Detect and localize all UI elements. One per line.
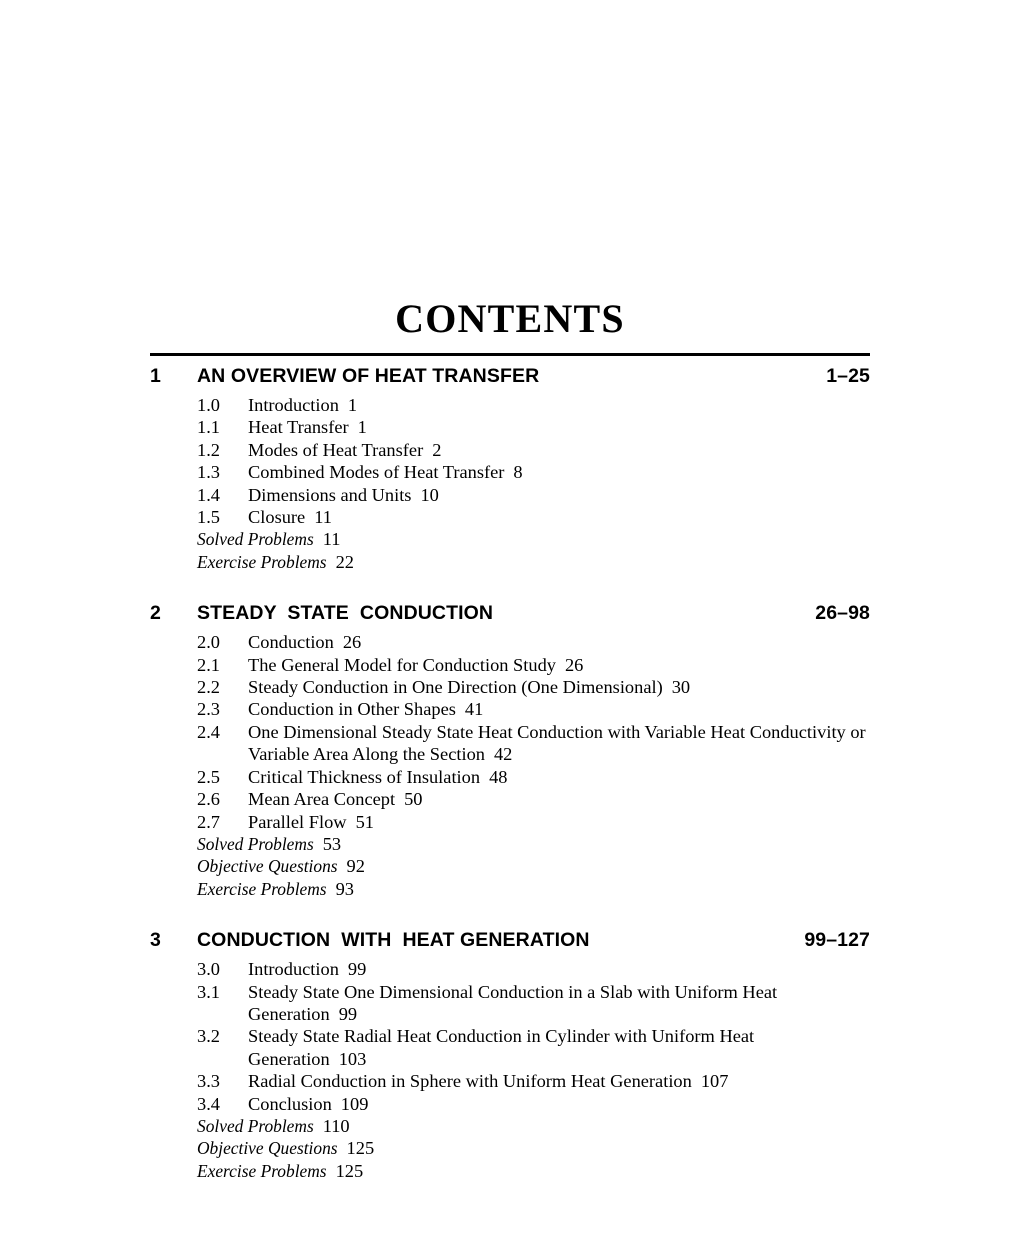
section-title: Steady State One Dimensional Conduction in a Slab with Uniform Heat Generation xyxy=(248,981,778,1024)
section-number: 2.5 xyxy=(197,766,220,787)
page-title: CONTENTS xyxy=(395,296,625,341)
chapter-heading-2[interactable] xyxy=(150,600,870,626)
section-page-number: 11 xyxy=(314,507,332,528)
chapter-title: STEADY STATE CONDUCTION xyxy=(197,602,494,625)
section-page-number: 10 xyxy=(420,484,439,505)
section-title: Mean Area Concept xyxy=(248,789,396,810)
chapter-title: CONDUCTION WITH HEAT GENERATION xyxy=(197,929,590,952)
chapter-page-range: 1–25 xyxy=(826,365,870,387)
section-row-2-5[interactable] xyxy=(150,766,870,788)
section-row-2-0[interactable] xyxy=(150,631,870,653)
section-entry xyxy=(248,484,870,506)
section-row-1-5[interactable] xyxy=(150,506,870,528)
extra-page-number: 53 xyxy=(322,833,342,854)
section-number: 2.1 xyxy=(197,654,220,675)
section-page-number: 30 xyxy=(671,677,691,698)
chapter-2 xyxy=(150,600,870,900)
section-entry xyxy=(248,394,870,416)
toc-content xyxy=(150,363,870,1182)
section-number: 3.2 xyxy=(197,1026,220,1047)
extra-row-exercise-problems[interactable] xyxy=(150,551,870,573)
section-row-2-1[interactable] xyxy=(150,654,870,676)
chapter-heading-1[interactable] xyxy=(150,363,870,389)
section-number: 1.1 xyxy=(197,417,220,438)
extra-row-solved-problems[interactable] xyxy=(150,528,870,550)
section-title: Steady State Radial Heat Conduction in Cylinder with Uniform Heat Generation xyxy=(248,1026,755,1069)
section-entry xyxy=(248,676,870,698)
section-page-number: 1 xyxy=(357,417,367,438)
chapter-3 xyxy=(150,927,870,1182)
section-row-2-3[interactable] xyxy=(150,698,870,720)
section-page-number: 99 xyxy=(347,959,367,980)
section-title: Introduction xyxy=(248,959,339,980)
section-title: Conduction xyxy=(248,632,334,653)
section-number: 2.4 xyxy=(197,721,220,742)
section-entry xyxy=(248,981,870,1026)
section-title: Closure xyxy=(248,507,306,528)
section-title: Heat Transfer xyxy=(248,417,349,438)
section-number: 1.3 xyxy=(197,462,220,483)
section-page-number: 99 xyxy=(338,1003,358,1024)
section-entry xyxy=(248,1093,870,1115)
section-number: 3.4 xyxy=(197,1093,220,1114)
extra-label: Exercise Problems xyxy=(197,1160,327,1181)
section-page-number: 50 xyxy=(404,789,423,810)
extra-row-objective-questions[interactable] xyxy=(150,1137,870,1159)
section-title: One Dimensional Steady State Heat Conduction with Variable Heat Conductivity or Variable Area Along the Section xyxy=(248,721,866,765)
section-row-3-0[interactable] xyxy=(150,958,870,980)
extra-row-solved-problems[interactable] xyxy=(150,833,870,855)
section-title: The General Model for Conduction Study xyxy=(248,654,556,675)
section-row-2-7[interactable] xyxy=(150,811,870,833)
extra-label: Exercise Problems xyxy=(197,551,327,572)
section-title: Critical Thickness of Insulation xyxy=(248,766,481,787)
extra-page-number: 125 xyxy=(346,1138,375,1159)
section-page-number: 2 xyxy=(432,439,442,460)
section-row-3-1[interactable] xyxy=(150,981,870,1026)
section-page-number: 41 xyxy=(464,699,484,720)
section-page-number: 26 xyxy=(342,632,362,653)
section-title: Combined Modes of Heat Transfer xyxy=(248,462,505,483)
extra-row-exercise-problems[interactable] xyxy=(150,1160,870,1182)
section-list xyxy=(150,631,870,833)
extra-page-number: 93 xyxy=(335,878,354,899)
section-page-number: 26 xyxy=(564,654,584,675)
chapter-heading-3[interactable] xyxy=(150,927,870,953)
section-list xyxy=(150,958,870,1115)
section-number: 1.0 xyxy=(197,395,220,415)
extra-page-number: 11 xyxy=(322,529,341,550)
section-entry xyxy=(248,631,870,653)
section-number: 2.2 xyxy=(197,677,220,698)
extra-row-objective-questions[interactable] xyxy=(150,855,870,877)
section-number: 1.5 xyxy=(197,507,220,528)
section-number: 1.4 xyxy=(197,484,220,505)
section-entry xyxy=(248,811,870,833)
section-list xyxy=(150,394,870,528)
section-page-number: 107 xyxy=(700,1071,729,1092)
section-entry xyxy=(248,461,870,483)
extra-label: Objective Questions xyxy=(197,1138,338,1159)
extra-page-number: 22 xyxy=(335,551,354,572)
section-page-number: 42 xyxy=(493,744,513,765)
section-row-3-2[interactable] xyxy=(150,1025,870,1070)
section-number: 2.7 xyxy=(197,811,220,832)
section-title: Conclusion xyxy=(248,1093,332,1114)
section-row-1-3[interactable] xyxy=(150,461,870,483)
section-number: 2.0 xyxy=(197,632,220,653)
section-number: 2.6 xyxy=(197,789,220,810)
section-entry xyxy=(248,721,870,766)
extra-page-number: 92 xyxy=(346,856,365,877)
extra-label: Solved Problems xyxy=(197,833,314,854)
title-divider xyxy=(150,353,870,356)
section-number: 3.0 xyxy=(197,959,220,980)
section-title: Parallel Flow xyxy=(248,811,347,832)
section-row-1-0[interactable] xyxy=(150,394,870,416)
section-entry xyxy=(248,654,870,676)
section-page-number: 1 xyxy=(347,395,358,415)
extra-label: Solved Problems xyxy=(197,529,314,550)
section-row-3-4[interactable] xyxy=(150,1093,870,1115)
extra-row-exercise-problems[interactable] xyxy=(150,878,870,900)
section-row-1-1[interactable] xyxy=(150,416,870,438)
section-number: 1.2 xyxy=(197,439,220,460)
extra-label: Solved Problems xyxy=(197,1115,314,1136)
chapter-page-range: 26–98 xyxy=(815,602,870,625)
chapter-number: 1 xyxy=(150,365,161,387)
section-entry xyxy=(248,698,870,720)
extra-page-number: 125 xyxy=(335,1160,364,1181)
section-entry xyxy=(248,506,870,528)
section-entry xyxy=(248,416,870,438)
section-title: Introduction xyxy=(248,395,339,415)
section-title: Steady Conduction in One Direction (One Dimensional) xyxy=(248,677,663,698)
section-title: Dimensions and Units xyxy=(248,484,412,505)
section-entry xyxy=(248,1025,870,1070)
extra-label: Objective Questions xyxy=(197,856,338,877)
section-row-2-6[interactable] xyxy=(150,788,870,810)
chapter-title: AN OVERVIEW OF HEAT TRANSFER xyxy=(197,365,540,387)
chapter-page-range: 99–127 xyxy=(804,929,870,952)
section-number: 2.3 xyxy=(197,699,220,720)
section-page-number: 51 xyxy=(355,811,374,832)
section-number: 3.3 xyxy=(197,1071,220,1092)
section-entry xyxy=(248,766,870,788)
section-page-number: 8 xyxy=(513,462,523,483)
section-number: 3.1 xyxy=(197,981,220,1002)
chapter-1 xyxy=(150,363,870,573)
section-page-number: 48 xyxy=(489,766,508,787)
section-row-2-4[interactable] xyxy=(150,721,870,766)
chapter-number: 2 xyxy=(150,602,161,625)
chapter-number: 3 xyxy=(150,929,161,952)
section-row-3-3[interactable] xyxy=(150,1070,870,1092)
section-page-number: 109 xyxy=(340,1093,369,1114)
section-row-2-2[interactable] xyxy=(150,676,870,698)
section-row-1-4[interactable] xyxy=(150,484,870,506)
section-row-1-2[interactable] xyxy=(150,439,870,461)
extra-label: Exercise Problems xyxy=(197,878,327,899)
section-entry xyxy=(248,788,870,810)
section-entry xyxy=(248,958,870,980)
extra-page-number: 110 xyxy=(322,1115,350,1136)
section-title: Radial Conduction in Sphere with Uniform Heat Generation xyxy=(248,1071,692,1092)
section-entry xyxy=(248,1070,870,1092)
section-page-number: 103 xyxy=(338,1048,367,1069)
section-entry xyxy=(248,439,870,461)
section-title: Conduction in Other Shapes xyxy=(248,699,456,720)
extra-row-solved-problems[interactable] xyxy=(150,1115,870,1137)
section-title: Modes of Heat Transfer xyxy=(248,439,424,460)
